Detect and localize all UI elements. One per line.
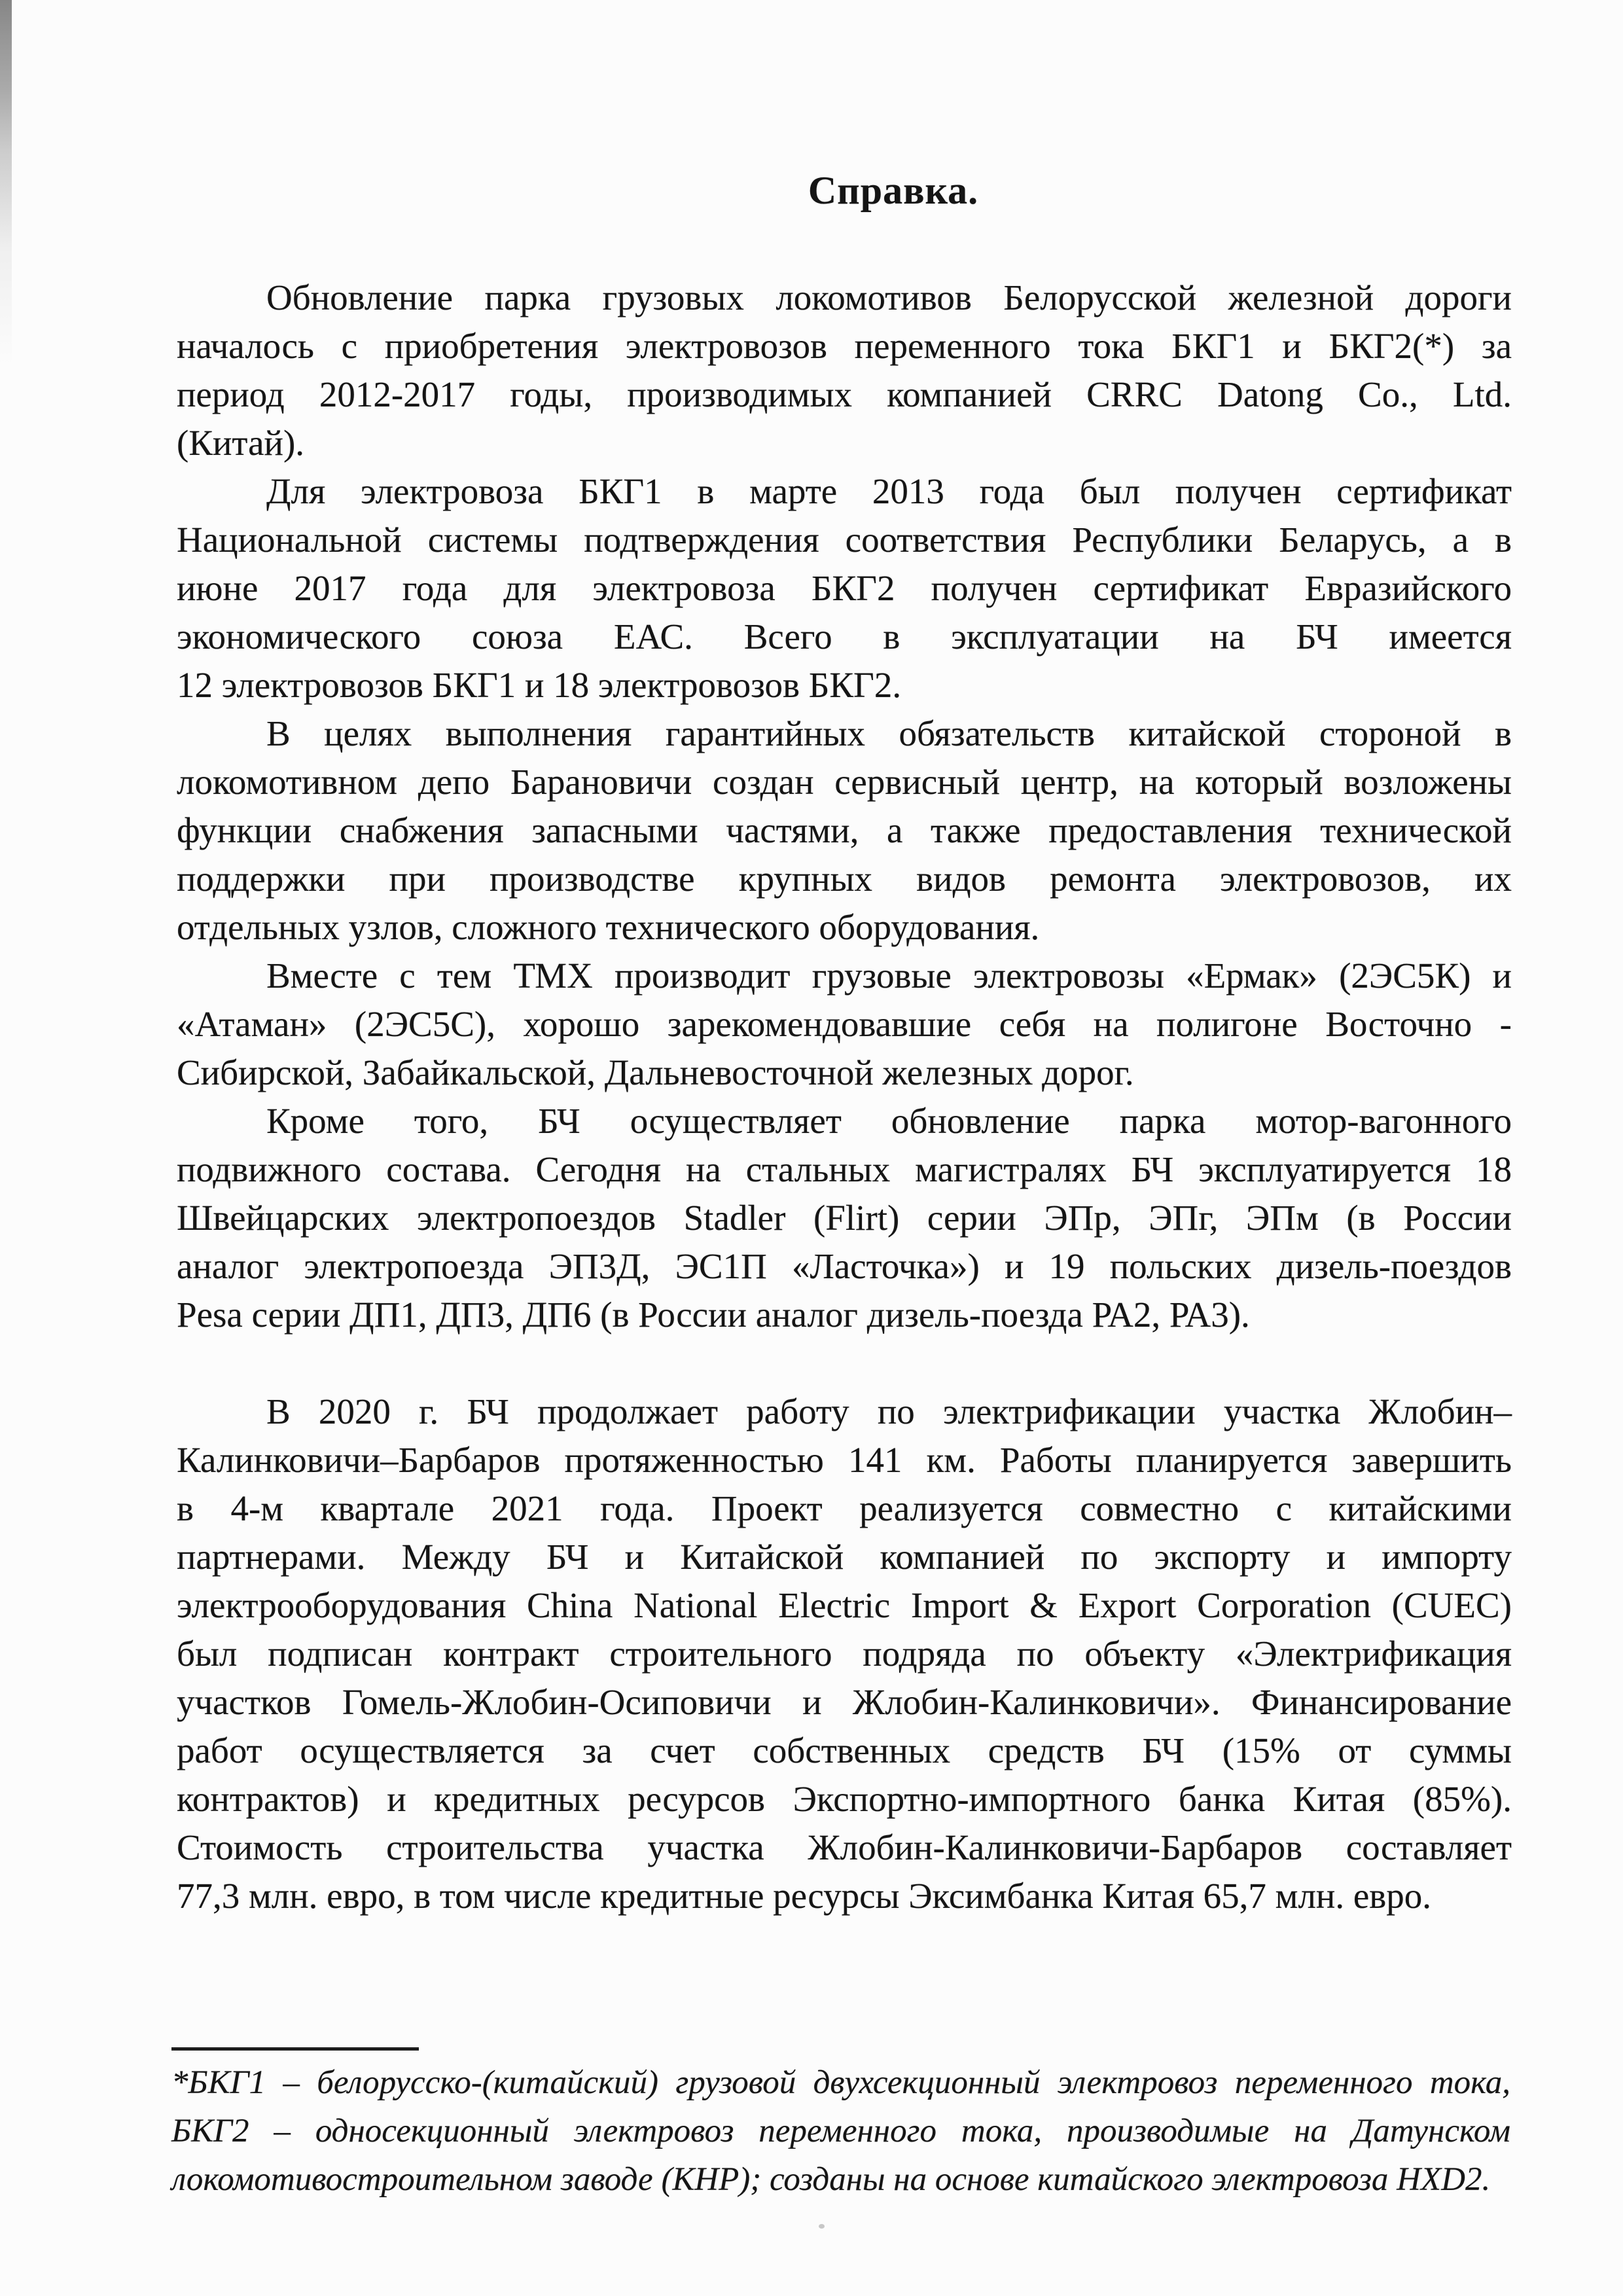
text-line: поддержки при производстве крупных видов ремонта электровозов, их [177,859,1512,899]
text-line: «Атаман» (2ЭС5С), хорошо зарекомендовавшие себя на полигоне Восточно - [177,1004,1512,1044]
text-line: работ осуществляется за счет собственных средств БЧ (15% от суммы [177,1731,1512,1770]
text-line: 77,3 млн. евро, в том числе кредитные ресурсы Эксимбанка Китая 65,7 млн. евро. [177,1876,1431,1916]
text-line: Кроме того, БЧ осуществляет обновление парка мотор-вагонного [266,1101,1512,1141]
text-line: подвижного состава. Сегодня на стальных магистралях БЧ эксплуатируется 18 [177,1149,1512,1189]
scan-artifact-edge [0,0,12,367]
text-line: локомотивостроительном заводе (КНР); созданы на основе китайского электровоза HXD2. [171,2161,1491,2198]
text-line: Калинковичи–Барбаров протяженностью 141 км. Работы планируется завершить [177,1440,1512,1480]
text-line: участков Гомель-Жлобин-Осиповичи и Жлобин-Калинковичи». Финансирование [177,1682,1512,1722]
text-line: аналог электропоезда ЭП3Д, ЭС1П «Ласточка») и 19 польских дизель-поездов [177,1246,1512,1286]
paragraph [177,1388,1512,1920]
text-line: июне 2017 года для электровоза БКГ2 получен сертификат Евразийского [177,568,1512,608]
document-title: Справка. [808,169,979,212]
text-line: В целях выполнения гарантийных обязательств китайской стороной в [266,713,1512,753]
paragraph [177,467,1512,709]
text-line: период 2012-2017 годы, производимых компанией CRRC Datong Co., Ltd. [177,374,1512,414]
text-line: Вместе с тем ТМХ производит грузовые электровозы «Ермак» (2ЭС5К) и [266,956,1512,996]
text-line: Национальной системы подтверждения соответствия Республики Беларусь, а в [177,520,1512,560]
footnote [171,2047,1510,2204]
text-line: Сибирской, Забайкальской, Дальневосточной железных дорог. [177,1052,1134,1092]
text-line: электрооборудования China National Electric Import & Export Corporation (CUEC) [177,1585,1512,1625]
text-line: Для электровоза БКГ1 в марте 2013 года был получен сертификат [266,471,1512,511]
text-line: 12 электровозов БКГ1 и 18 электровозов БКГ2. [177,665,902,705]
text-line: (Китай). [177,423,305,463]
paragraph [177,952,1512,1097]
text-line: Обновление парка грузовых локомотивов Белорусской железной дороги [266,278,1512,317]
text-line: Pesa серии ДП1, ДП3, ДП6 (в России аналог дизель-поезда РА2, РА3). [177,1295,1250,1335]
text-line: был подписан контракт строительного подряда по объекту «Электрификация [177,1634,1512,1674]
text-line: Швейцарских электропоездов Stadler (Flirt) серии ЭПр, ЭПг, ЭПм (в России [177,1198,1512,1238]
text-line: экономического союза ЕАС. Всего в эксплуатации на БЧ имеется [177,617,1512,656]
text-line: контрактов) и кредитных ресурсов Экспортно-импортного банка Китая (85%). [177,1779,1512,1819]
text-line: началось с приобретения электровозов переменного тока БКГ1 и БКГ2(*) за [177,326,1512,366]
document-body [177,274,1512,1920]
text-line: функции снабжения запасными частями, а также предоставления технической [177,810,1512,850]
text-line: локомотивном депо Барановичи создан сервисный центр, на который возложены [177,762,1512,802]
scan-speck [819,2224,825,2229]
footnote-separator-rule [171,2047,419,2051]
text-line: Стоимость строительства участка Жлобин-Калинковичи-Барбаров составляет [177,1827,1512,1867]
paragraph [177,274,1512,467]
text-line: БКГ2 – односекционный электровоз переменного тока, производимые на Датунском [171,2113,1510,2149]
paragraph [177,1097,1512,1339]
text-line: В 2020 г. БЧ продолжает работу по электрификации участка Жлобин– [266,1391,1512,1431]
paragraph [177,709,1512,952]
text-line: партнерами. Между БЧ и Китайской компанией по экспорту и импорту [177,1537,1512,1577]
text-line: *БКГ1 – белорусско-(китайский) грузовой двухсекционный электровоз переменного тока, [171,2064,1510,2101]
text-line: в 4-м квартале 2021 года. Проект реализуется совместно с китайскими [177,1488,1512,1528]
text-line: отдельных узлов, сложного технического оборудования. [177,907,1040,947]
footnote-text [171,2058,1510,2204]
